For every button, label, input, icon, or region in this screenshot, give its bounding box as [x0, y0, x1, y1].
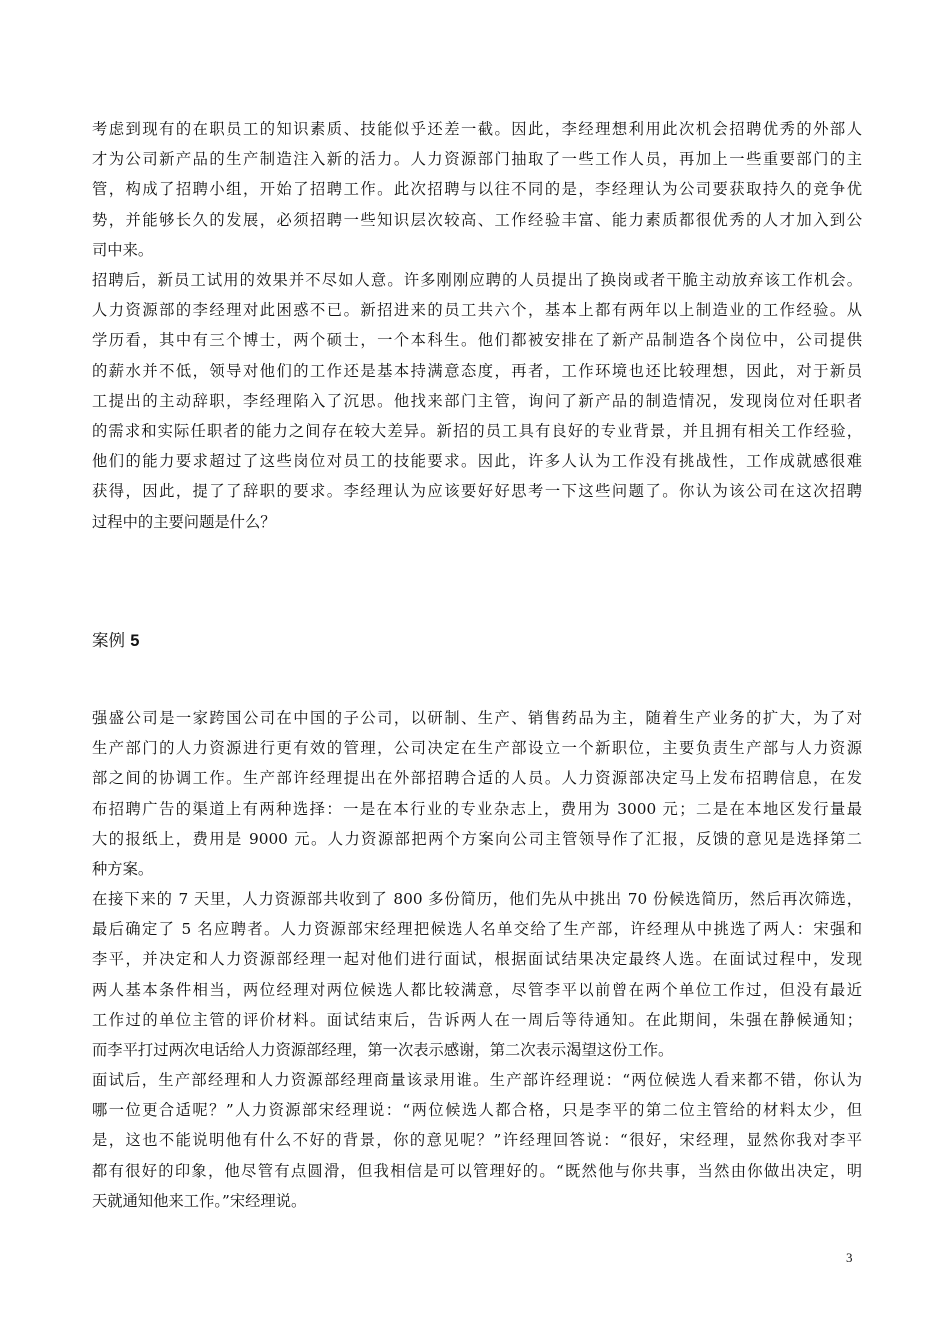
- text-line: 获得，因此，提了了辞职的要求。李经理认为应该要好好思考一下这些问题了。你认为该公司在这次招聘: [92, 482, 862, 501]
- text-line: 考虑到现有的在职员工的知识素质、技能似乎还差一截。因此，李经理想利用此次机会招聘优秀的外部人: [92, 120, 862, 138]
- case-paragraph-decision: [92, 1065, 862, 1216]
- text-line: 最后确定了 5 名应聘者。人力资源部宋经理把候选人名单交给了生产部，许经理从中挑选了两人：宋强和: [92, 920, 862, 939]
- text-line: 面试后，生产部经理和人力资源部经理商量该录用谁。生产部许经理说：“两位候选人看来都不错，你认为: [92, 1071, 862, 1089]
- text-line: 工作过的单位主管的评价材料。面试结束后，告诉两人在一周后等待通知。在此期间，朱强在静候通知；: [92, 1010, 862, 1029]
- text-line: 招聘后，新员工试用的效果并不尽如人意。许多刚刚应聘的人员提出了换岗或者干脆主动放弃该工作机会。: [92, 271, 862, 289]
- text-line: 生产部门的人力资源进行更有效的管理，公司决定在生产部设立一个新职位，主要负责生产部与人力资源: [92, 739, 862, 758]
- text-line: 的需求和实际任职者的能力之间存在较大差异。新招的员工具有良好的专业背景，并且拥有相关工作经验，: [92, 422, 862, 441]
- text-line: 人力资源部的李经理对此困惑不已。新招进来的员工共六个，基本上都有两年以上制造业的工作经验。从: [92, 301, 862, 320]
- text-line: 两人基本条件相当，两位经理对两位候选人都比较满意，尽管李平以前曾在两个单位工作过，但没有最近: [92, 980, 862, 999]
- paragraph-after-hiring: [92, 265, 862, 537]
- text-line: 是，这也不能说明他有什么不好的背景，你的意见呢？”许经理回答说：“很好，宋经理，显然你我对李平: [92, 1131, 862, 1150]
- text-line: 种方案。: [92, 860, 154, 879]
- text-line: 才为公司新产品的生产制造注入新的活力。人力资源部门抽取了一些工作人员，再加上一些重要部门的主: [92, 150, 862, 169]
- case-paragraph-company: [92, 703, 862, 884]
- text-line: 天就通知他来工作。”宋经理说。: [92, 1191, 307, 1210]
- case-heading-number: 5: [130, 632, 140, 650]
- text-line: 工提出的主动辞职，李经理陷入了沉思。他找来部门主管，询问了新产品的制造情况，发现岗位对任职者: [92, 391, 862, 410]
- text-line: 部之间的协调工作。生产部许经理提出在外部招聘合适的人员。人力资源部决定马上发布招聘信息，在发: [92, 769, 862, 788]
- text-line: 在接下来的 7 天里，人力资源部共收到了 800 多份简历，他们先从中挑出 70 份候选简历，然后再次筛选，: [92, 890, 862, 908]
- page-number: 3: [846, 1250, 853, 1265]
- text-line: 势，并能够长久的发展，必须招聘一些知识层次较高、工作经验丰富、能力素质都很优秀的人才加入到公: [92, 210, 862, 229]
- case-heading: [92, 629, 139, 653]
- text-line: 强盛公司是一家跨国公司在中国的子公司，以研制、生产、销售药品为主，随着生产业务的扩大，为了对: [92, 709, 862, 727]
- text-line: 学历看，其中有三个博士，两个硕士，一个本科生。他们都被安排在了新产品制造各个岗位中，公司提供: [92, 331, 862, 350]
- text-line: 李平，并决定和人力资源部经理一起对他们进行面试，根据面试结果决定最终人选。在面试过程中，发现: [92, 950, 862, 969]
- text-line: 都有很好的印象，他尽管有点圆滑，但我相信是可以管理好的。“既然他与你共事，当然由你做出决定，明: [92, 1161, 862, 1180]
- text-line: 管，构成了招聘小组，开始了招聘工作。此次招聘与以往不同的是，李经理认为公司要获取持久的竞争优: [92, 180, 862, 199]
- case-paragraph-screening: [92, 884, 862, 1065]
- paragraph-intro: [92, 114, 862, 265]
- text-line: 他们的能力要求超过了这些岗位对员工的技能要求。因此，许多人认为工作没有挑战性，工作成就感很难: [92, 452, 862, 471]
- text-line: 的薪水并不低，领导对他们的工作还是基本持满意态度，再者，工作环境也还比较理想，因此，对于新员: [92, 361, 862, 380]
- text-line: 布招聘广告的渠道上有两种选择：一是在本行业的专业杂志上，费用为 3000 元；二是在本地区发行量最: [92, 799, 862, 818]
- text-line: 而李平打过两次电话给人力资源部经理，第一次表示感谢，第二次表示渴望这份工作。: [92, 1041, 674, 1060]
- text-line: 过程中的主要问题是什么？: [92, 512, 276, 531]
- text-line: 大的报纸上，费用是 9000 元。人力资源部把两个方案向公司主管领导作了汇报，反馈的意见是选择第二: [92, 829, 862, 848]
- case-heading-label: 案例: [92, 631, 125, 650]
- text-line: 司中来。: [92, 240, 154, 259]
- text-line: 哪一位更合适呢？”人力资源部宋经理说：“两位候选人都合格，只是李平的第二位主管给的材料太少，但: [92, 1101, 862, 1120]
